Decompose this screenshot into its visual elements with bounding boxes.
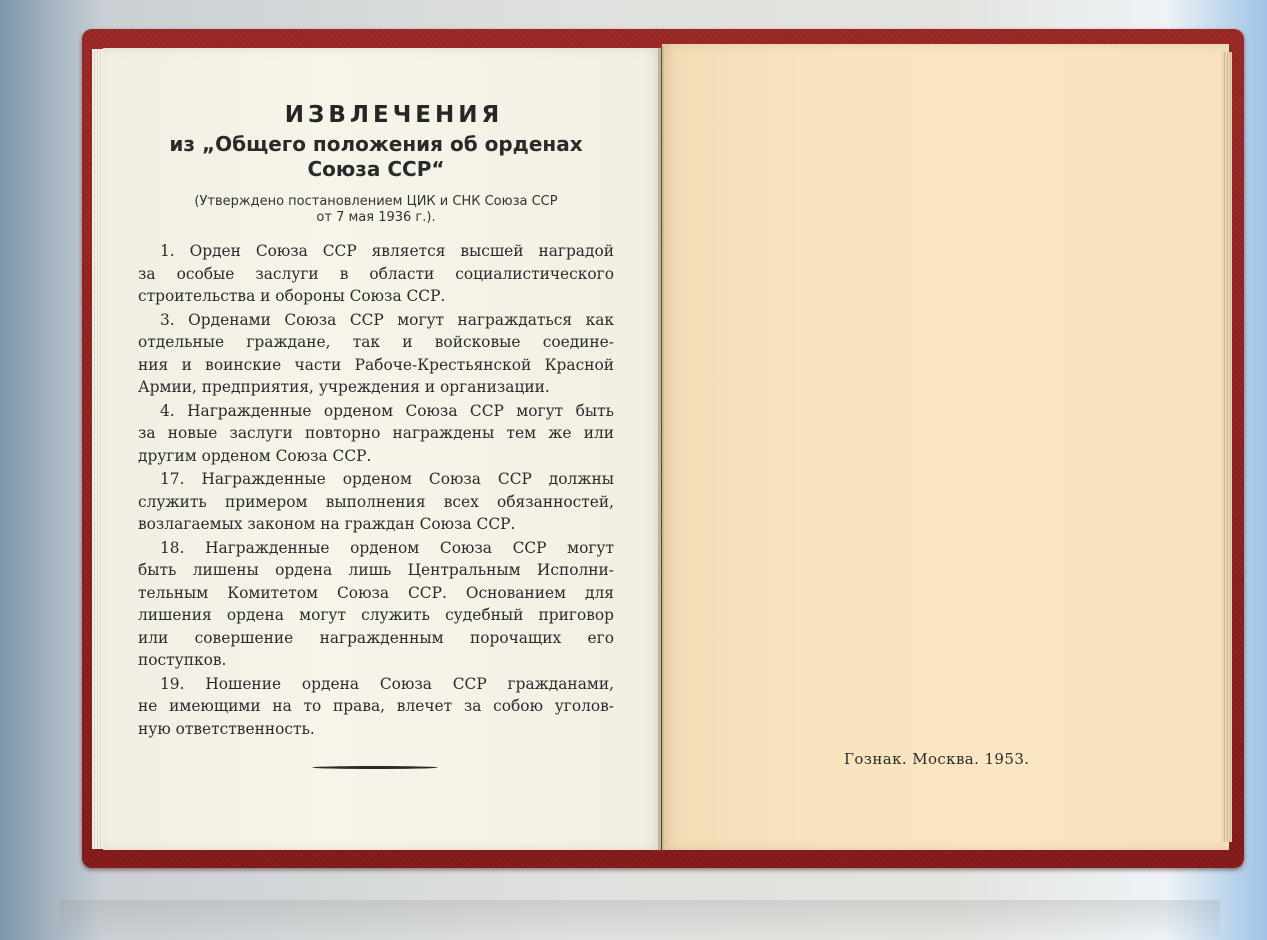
article-paragraph bbox=[138, 537, 614, 672]
article-line: 19. Ношение ордена Союза ССР гражданами, bbox=[160, 674, 614, 693]
article-paragraph bbox=[138, 400, 614, 468]
note-line: от 7 мая 1936 г.). bbox=[316, 210, 436, 225]
left-page-text bbox=[138, 102, 614, 741]
article-line: другим орденом Союза ССР. bbox=[138, 446, 372, 465]
article-line: строительства и обороны Союза ССР. bbox=[138, 287, 446, 305]
article-paragraph bbox=[138, 468, 614, 536]
article-paragraph bbox=[138, 309, 614, 399]
articles-list bbox=[138, 240, 614, 740]
article-line: ную ответственность. bbox=[138, 719, 315, 738]
article-line: Армии, предприятия, учреждения и организации. bbox=[138, 378, 550, 396]
article-line: 18. Награжденные орденом Союза ССР могут bbox=[160, 538, 614, 557]
article-paragraph bbox=[138, 673, 614, 741]
article-line: отдельные граждане, так и войсковые соедине- bbox=[138, 333, 614, 351]
article-line: за особые заслуги в области социалистического bbox=[138, 264, 614, 283]
article-line: 1. Орден Союза ССР является высшей наградой bbox=[160, 242, 614, 260]
subtitle-line: Союза ССР“ bbox=[307, 157, 445, 181]
article-paragraph bbox=[138, 240, 614, 308]
article-line: возлагаемых законом на граждан Союза ССР. bbox=[138, 515, 516, 533]
right-page-edges bbox=[1222, 52, 1232, 842]
book-spine bbox=[658, 46, 664, 852]
article-line: тельным Комитетом Союза ССР. Основанием для bbox=[138, 583, 614, 602]
approval-note bbox=[138, 194, 614, 226]
subtitle-line: из „Общего положения об орденах bbox=[169, 132, 583, 156]
article-line: за новые заслуги повторно награждены тем же или bbox=[138, 424, 614, 442]
article-line: 3. Орденами Союза ССР могут награждаться как bbox=[160, 310, 614, 329]
article-line: 17. Награжденные орденом Союза ССР должны bbox=[160, 470, 614, 488]
note-line: (Утверждено постановлением ЦИК и СНК Союза ССР bbox=[194, 194, 558, 209]
article-line: лишения ордена могут служить судебный приговор bbox=[138, 606, 614, 624]
document-subtitle bbox=[138, 132, 614, 182]
article-line: быть лишены ордена лишь Центральным Исполни- bbox=[138, 561, 614, 579]
document-title: ИЗВЛЕЧЕНИЯ bbox=[284, 102, 504, 128]
printer-imprint: Гознак. Москва. 1953. bbox=[844, 750, 1030, 768]
article-line: не имеющими на то права, влечет за собою уголов- bbox=[138, 697, 614, 715]
article-line: служить примером выполнения всех обязанностей, bbox=[138, 492, 614, 511]
article-line: 4. Награжденные орденом Союза ССР могут быть bbox=[160, 401, 614, 420]
table-shadow bbox=[60, 900, 1220, 940]
closing-rule bbox=[312, 766, 438, 769]
article-line: поступков. bbox=[138, 651, 227, 669]
article-line: или совершение награжденным порочащих его bbox=[138, 628, 614, 647]
right-page bbox=[662, 44, 1229, 850]
article-line: ния и воинские части Рабоче-Крестьянской Красной bbox=[138, 355, 614, 374]
